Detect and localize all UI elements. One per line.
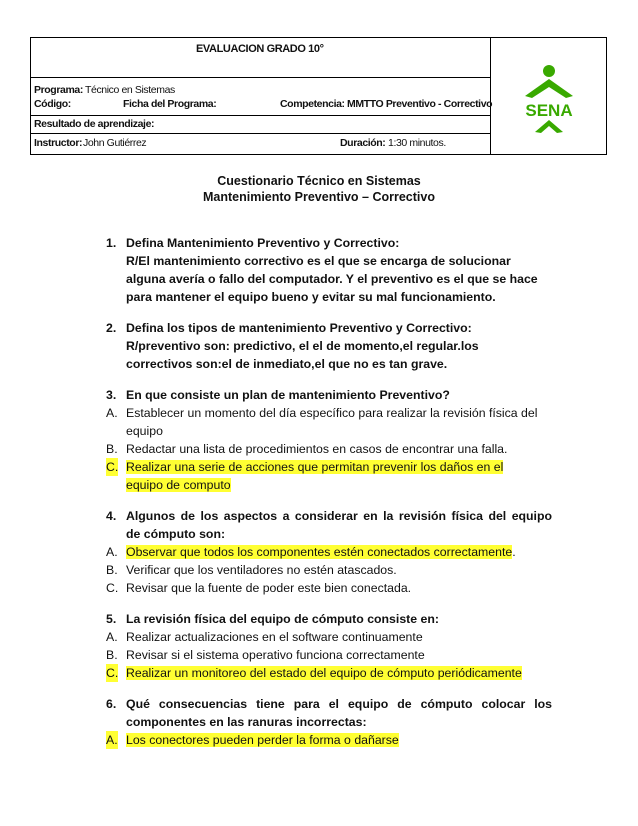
option-text: Realizar actualizaciones en el software continuamente — [126, 630, 423, 644]
options-6 — [106, 731, 552, 749]
option-c[interactable] — [106, 579, 552, 597]
question-5 — [106, 610, 552, 628]
header-program-row — [31, 78, 493, 116]
instructor-value: John Gutiérrez — [83, 137, 147, 149]
option-a[interactable] — [106, 404, 552, 440]
programa-label: Programa: — [34, 84, 83, 96]
option-letter: B. — [106, 563, 118, 577]
question-text: Defina Mantenimiento Preventivo y Correctivo: — [126, 236, 400, 250]
questionnaire — [106, 234, 552, 749]
option-text-highlighted: Realizar un monitoreo del estado del equipo de cómputo periódicamente — [126, 666, 522, 680]
options-4 — [106, 543, 552, 597]
answer-line: R/preventivo son: predictivo, el el de momento,el regular.los — [126, 339, 479, 353]
question-text: Defina los tipos de mantenimiento Preventivo y Correctivo: — [126, 321, 472, 335]
competencia-value: MMTTO Preventivo - Correctivo — [347, 98, 493, 110]
option-text-highlighted: equipo de computo — [126, 478, 231, 492]
header-info — [31, 38, 491, 154]
options-3 — [106, 404, 552, 494]
header-result-row — [31, 116, 490, 134]
question-2 — [106, 319, 552, 373]
option-text: Revisar si el sistema operativo funciona correctamente — [126, 648, 425, 662]
codigo-label: Código: — [34, 98, 71, 110]
option-text: Redactar una lista de procedimientos en casos de encontrar una falla. — [126, 442, 508, 456]
sena-logo — [505, 62, 593, 136]
option-text-highlighted: Los conectores pueden perder la forma o dañarse — [126, 733, 399, 747]
question-text: La revisión física del equipo de cómputo consiste en: — [126, 612, 439, 626]
duracion-label: Duración: — [340, 137, 386, 149]
question-1 — [106, 234, 552, 306]
option-text-highlighted: Realizar una serie de acciones que permitan prevenir los daños en el — [126, 460, 504, 474]
question-number: 1. — [106, 236, 117, 250]
programa-value: Técnico en Sistemas — [85, 84, 175, 96]
question-4 — [106, 507, 552, 543]
duracion-value: 1:30 minutos. — [388, 137, 446, 149]
option-c[interactable] — [106, 458, 552, 494]
svg-text:SENA: SENA — [525, 101, 573, 120]
ficha-label: Ficha del Programa: — [123, 98, 217, 110]
evaluation-title: EVALUACION GRADO 10° — [196, 43, 324, 55]
option-b[interactable] — [106, 440, 552, 458]
question-number: 2. — [106, 321, 117, 335]
competencia-label: Competencia: — [280, 98, 345, 110]
option-letter: C. — [106, 666, 119, 680]
question-6 — [106, 695, 552, 731]
answer-line: R/El mantenimiento correctivo es el que se encarga de solucionar — [126, 254, 511, 268]
option-text: Revisar que la fuente de poder este bien conectada. — [126, 581, 412, 595]
option-letter: A. — [106, 545, 118, 559]
option-letter: B. — [106, 648, 118, 662]
option-a[interactable] — [106, 543, 552, 561]
option-c[interactable] — [106, 664, 552, 682]
document-subtitle: Mantenimiento Preventivo – Correctivo — [202, 190, 435, 204]
question-text: En que consiste un plan de mantenimiento Preventivo? — [126, 388, 450, 402]
option-text: Establecer un momento del día específico para realizar la revisión física del — [126, 406, 538, 420]
question-text: de cómputo son: — [126, 527, 226, 541]
question-3 — [106, 386, 552, 404]
question-number: 5. — [106, 612, 117, 626]
option-letter: C. — [106, 460, 119, 474]
question-number: 4. — [106, 509, 117, 523]
answer-line: alguna avería o fallo del computador. Y el preventivo es el que se hace — [126, 272, 538, 286]
option-letter: A. — [106, 733, 118, 747]
question-text: Algunos de los aspectos a considerar en la revisión física del equipo — [126, 509, 552, 523]
option-text-highlighted: Observar que todos los componentes estén conectados correctamente — [126, 545, 513, 559]
header-table — [30, 37, 607, 155]
option-letter: C. — [106, 581, 119, 595]
option-a[interactable] — [106, 731, 552, 749]
question-text: Qué consecuencias tiene para el equipo de cómputo colocar los — [126, 697, 552, 711]
answer-line: correctivos son:el de inmediato,el que no es tan grave. — [126, 357, 448, 371]
header-instructor-row — [31, 134, 490, 154]
option-b[interactable] — [106, 561, 552, 579]
options-5 — [106, 628, 552, 682]
instructor-label: Instructor: — [34, 137, 83, 149]
option-letter: B. — [106, 442, 118, 456]
option-a[interactable] — [106, 628, 552, 646]
resultado-label: Resultado de aprendizaje: — [34, 118, 155, 130]
option-suffix: . — [512, 545, 516, 559]
question-number: 3. — [106, 388, 117, 402]
option-b[interactable] — [106, 646, 552, 664]
option-text: Verificar que los ventiladores no estén atascados. — [126, 563, 397, 577]
question-number: 6. — [106, 697, 117, 711]
header-title-row — [31, 38, 490, 78]
document-title: Cuestionario Técnico en Sistemas — [217, 174, 421, 188]
option-letter: A. — [106, 630, 118, 644]
option-text: equipo — [126, 424, 163, 438]
option-letter: A. — [106, 406, 118, 420]
answer-line: para mantener el equipo bueno y evitar su mal funcionamiento. — [126, 290, 496, 304]
question-text: componentes en las ranuras incorrectas: — [126, 715, 367, 729]
